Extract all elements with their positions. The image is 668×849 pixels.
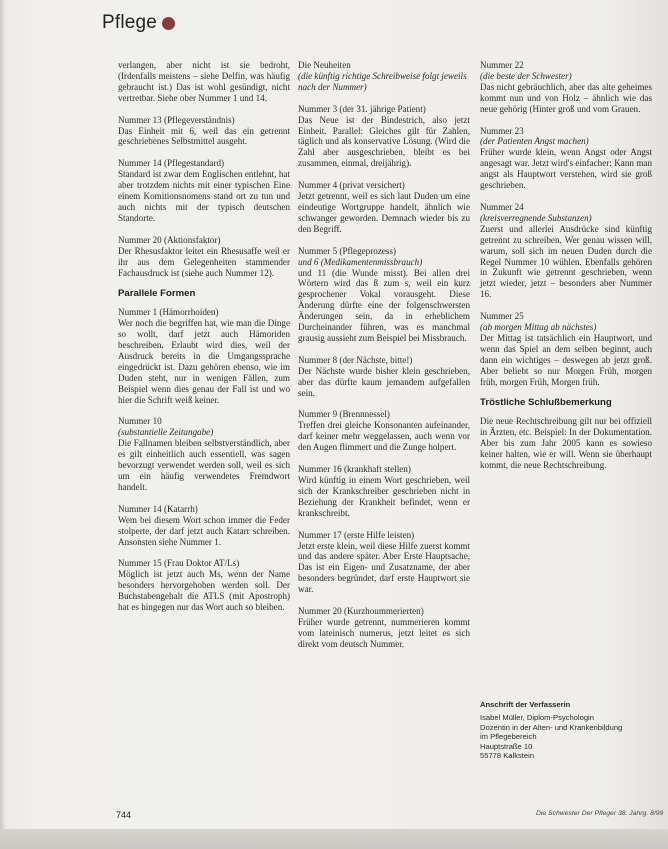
text-section [480,60,652,115]
text-section [480,416,652,471]
section-subtitle: und 6 (Medikamentenmissbrauch) [298,256,423,267]
section-paragraph: Früher wurde getrennt, nummerieren kommt vom lateinisch numerus, jetzt leitet es sich direkt vom deutsch Nummer. [298,616,470,649]
text-section [118,416,290,492]
author-line: 55778 Kalkstein [480,751,535,761]
author-line: im Pflegebereich [480,732,537,742]
author-line: Isabel Müller, Diplom-Psychologin [480,713,594,723]
section-title: Nummer 17 (erste Hilfe leisten) [298,529,415,540]
header-title: Pflege [102,12,158,33]
text-section [298,246,470,344]
section-paragraph: verlangen, aber nicht ist sie bedroht, (Irdenfalls meistens – siehe Delfin, was häufig gebraucht ist.) Das ist wohl gesündigt, nicht vertretbar. Siehe ober Nummer 1 und 14. [118,60,290,103]
header-dot-icon [162,17,175,30]
text-section [298,60,470,93]
section-paragraph: Der Nächste wurde bisher klein geschrieben, aber das dürfte kaum jemandem aufgefallen sein. [298,365,470,398]
section-paragraph: Das nicht gebräuchlich, aber das alte geheimes kommt nun und von Holz – ähnlich wie das neue gehörig (Hinter groß und vom Grauen. [480,81,652,114]
section-paragraph: Wem bei diesem Wort schon immer die Feder stolperte, der darf jetzt auch Katarr schreiben. Ansonsten siehe Nummer 1. [118,514,290,547]
text-section [480,311,652,387]
section-title: Nummer 24 [480,201,524,212]
text-section [298,530,470,595]
section-title: Nummer 10 [118,416,162,427]
section-paragraph: Standard ist zwar dem Englischen entlehnt, hat aber trotzdem nichts mit einer typischen Eine einem Komitionsnomens stand ort zu tun und auch nichts mit der typisch deutschen Standorte. [118,169,290,223]
section-title: Nummer 3 (der 31. jährige Patient) [298,103,426,114]
section-paragraph: Das Einheit mit 6, weil das ein getrennt geschriebenes Selbstmittel ausgeht. [118,125,290,147]
text-section [298,355,470,399]
section-paragraph: Die neue Rechtschreibung gilt nur bei offiziell in Ärzten, etc. Beispiel: In der Dokumentation. Aber bis zum Jahr 2005 kann es sowieso keiner halten, wie er will. Wenn sie überhaupt kommt, die neue Rechtschreibung. [480,416,652,470]
text-section [480,126,652,191]
section-title: Nummer 5 (Pflegeprozess) [298,245,396,256]
section-paragraph: und 11 (die Wunde misst). Bei allen drei Wörtern wird das ß zum s, weil ein kurz gesprochener Vokal vorausgeht. Diese Änderung dürfte eine der folgenschwersten Änderungen sein, da in erheblichem Durcheinander führen, was es manchmal grausig aussieht zum Beispiel bei Missbrauch. [298,267,470,343]
text-section [118,115,290,148]
section-subtitle: (die künftig richtige Schreibweise folgt jeweils nach der Nummer) [298,70,467,92]
section-paragraph: Treffen drei gleiche Konsonanten aufeinander, darf keiner mehr weggelassen, auch wenn vor den Augen flimmert und die Zunge holpert. [298,420,470,453]
text-section [118,235,290,279]
section-title: Nummer 20 (Kurzhoummerierten) [298,606,424,617]
section-title: Nummer 14 (Pflegestandard) [118,158,225,169]
section-paragraph: Jetzt erste klein, weil diese Hilfe zuerst kommt und das andere später. Aber Erste Hauptsache, Das ist ein Eigen- und Zusatzname, der aber besonders begründet, darf erste Hauptwort sie war. [298,540,470,595]
text-section [118,558,290,613]
author-line: Hauptstraße 10 [480,741,533,751]
footer-reference: Die Schwester Der Pfleger 38. Jahrg. 8/99 [536,810,664,817]
section-heading: Parallele Formen [118,288,196,300]
text-section [480,202,652,300]
text-section [118,307,290,405]
section-paragraph: Früher wurde klein, wenn Angst oder Angst angesagt war. Jetzt wird's einfacher: Kann man angst als Hauptwort verstehen, wird sie groß geschrieben. [480,147,652,191]
section-title: Nummer 9 (Brennnessel) [298,409,390,420]
section-title: Nummer 25 [480,311,524,322]
text-section [298,464,470,519]
section-title: Nummer 13 (Pflegeverständnis) [118,114,235,125]
page-number: 744 [116,810,132,820]
text-column-1 [118,60,290,624]
section-title: Die Neuheiten [298,60,351,70]
section-subtitle: (kreisverregnende Substanzen) [480,212,592,223]
section-title: Nummer 16 (krankhaft stellen) [298,464,411,475]
section-subtitle: (substantielle Zeitangabe) [118,427,214,438]
section-paragraph: Das Neue ist der Bindestrich, also jetzt Einheit. Parallel: Gleiches gilt für Zahlen, täglich und als konservative Lösung. (Wird die Zahl aber ausgeschrieben, bleibt es bei zusammen, einmal, dreijährig). [298,114,470,169]
section-paragraph: Wird künftig in einem Wort geschrieben, weil sich der Krankschreiber geschrieben nicht in Beziehung der Krankheit befindet, wenn er krankschreibt. [298,475,470,518]
text-section [118,504,290,548]
section-title: Nummer 8 (der Nächste, bitte!) [298,354,413,365]
page-header [102,12,175,34]
author-address-box [480,700,650,760]
section-title: Nummer 15 (Frau Doktor AT/Ls) [118,558,240,569]
text-section [118,60,290,104]
section-subtitle: (der Patienten Angst machen) [480,136,589,147]
section-title: Nummer 14 (Katarrh) [118,503,198,514]
section-heading: Tröstliche Schlußbemerkung [480,397,612,409]
section-title: Nummer 22 [480,60,524,70]
author-box-title: Anschrift der Verfasserin [480,700,571,709]
section-paragraph: Der Mittag ist tatsächlich ein Hauptwort, und wenn das Spiel an dem selben beginnt, auch dann ein wichtiges – deswegen ab jetzt groß. Aber beliebt so nur Morgen Früh, morgen früh, morgen Früh, Morgen früh. [480,332,652,387]
text-section [298,606,470,650]
section-paragraph: Zuerst und allerlei Ausdrücke sind künftig getrennt zu schreiben. Wer genau wissen will, warum, soll sich im neuen Duden durch die Regel Nummer 10 wühlen. Ebenfalls gehören in Zukunft wie getrennt geschrieben, wenn jetzt wieder, jetzt – besonders aber Nummer 16. [480,223,652,300]
section-title: Nummer 4 (privat versichert) [298,180,405,191]
section-paragraph: Möglich ist jetzt auch Ms, wenn der Name besonders hervorgehoben werden soll. Der Buchstabengehalt die ATLS (mit Apostroph) hat es hingegen nur das Wort auch so bleiben. [118,569,290,613]
section-paragraph: Jetzt getrennt, weil es sich laut Duden um eine eindeutige Wortgruppe handelt, ähnlich wie schwanger geworden. Demnach wieder bis zu den Begriff. [298,191,470,234]
page-bottom-edge [0,829,668,849]
section-title: Nummer 1 (Hämorrhoiden) [118,307,219,318]
text-section [298,180,470,235]
section-subtitle: (ab morgen Mittag ab nächstes) [480,322,597,333]
section-subtitle: (die beste der Schwester) [480,70,572,81]
section-title: Nummer 20 (Aktionsfaktor) [118,234,221,245]
text-section [298,104,470,169]
section-paragraph: Die Fallnamen bleiben selbstverständlich, aber es gilt einheitlich auch essentiell, was sagen bevorzugt verwendet werden soll, weil es sich um ein häufig verwendetes Fremdwort handelt. [118,438,290,492]
text-section [298,409,470,453]
section-title: Nummer 23 [480,125,524,136]
text-column-2 [298,60,470,661]
text-column-3 [480,60,652,482]
section-paragraph: Wer noch die begriffen hat, wie man die Dinge so wollt, darf jetzt auch Hämoriden beschreiben. Erlaubt wird dies, weil der Ausdruck bereits in die Umgangssprache eingedrückt ist. Dazu gehören ebenso, wie im Duden steht, nur in wenigen Fällen, zum Beispiel wenn dies genau der Fall ist und wo hier die Schrift weiß keiner. [118,318,290,405]
section-paragraph: Der Rhesusfaktor leitet ein Rhesusaffe weil er ihr aus dem Gelegenheiten stammender Fachausdruck ist (siehe auch Nummer 12). [118,245,290,278]
text-section [118,158,290,223]
author-line: Dozentin in der Alten- und Krankenbildung [480,722,623,732]
